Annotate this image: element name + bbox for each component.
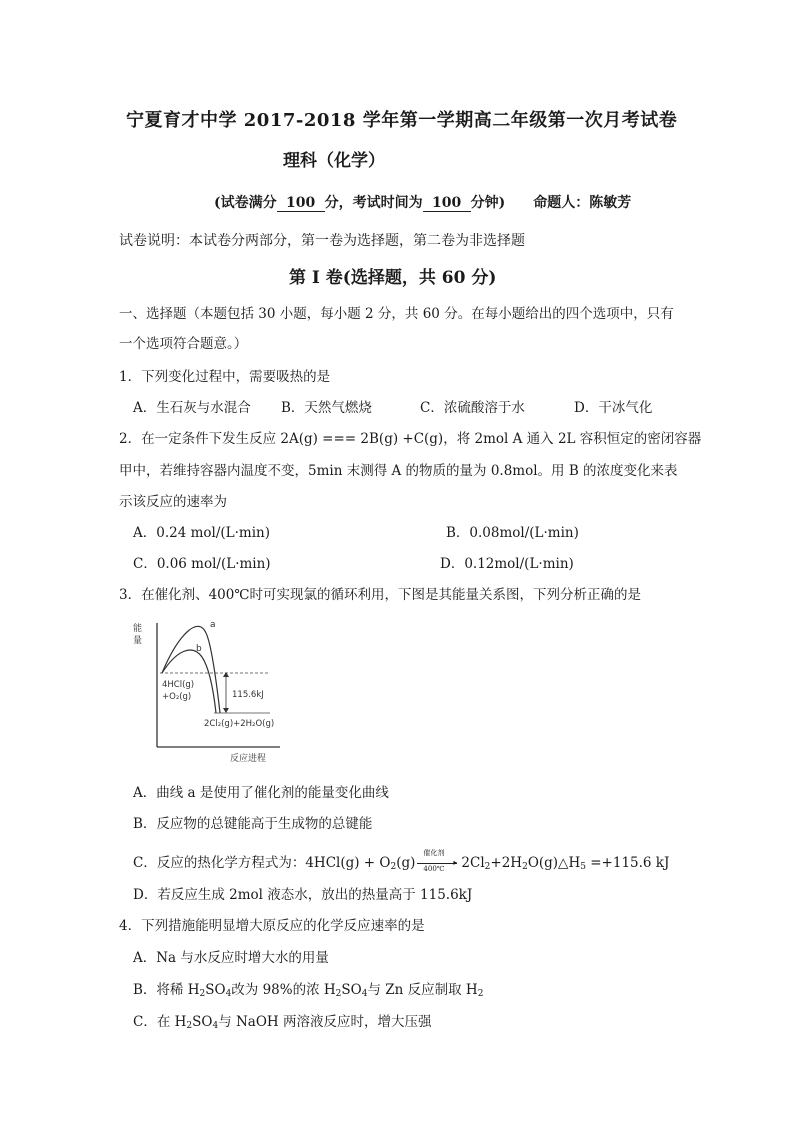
- q2-stem-line2: 甲中，若维持容器内温度不变，5min 末测得 A 的物质的量为 0.8mol。用 B 的浓度变化来表: [119, 463, 678, 479]
- q1-option-d: D．干冰气化: [574, 400, 653, 416]
- q2-option-a: A．0.24 mol/(L·min): [133, 525, 270, 541]
- q1-option-c: C．浓硫酸溶于水: [420, 400, 525, 416]
- info-open: (试卷满分: [214, 195, 277, 211]
- q3-option-c: C．反应的热化学方程式为：$4HCl(g) + O_2(g)$ 催化剂 ▸ 400℃ $2Cl_2+2H_2O(g)\triangle H_5 =+115.6$ kJ: [133, 848, 670, 873]
- q1-option-a: A．生石灰与水混合: [133, 400, 251, 416]
- q2-option-d: D．0.12mol/(L·min): [440, 556, 574, 572]
- product-label: 2Cl₂(g)+2H₂O(g): [204, 719, 275, 729]
- reactant-label-1: 4HCl(g): [162, 680, 195, 690]
- exam-title: 宁夏育才中学 2017-2018 学年第一学期高二年级第一次月考试卷: [126, 110, 678, 131]
- exam-subtitle: 理科（化学）: [283, 151, 385, 171]
- q3-stem: 3．在催化剂、400℃时可实现氯的循环利用，下图是其能量关系图，下列分析正确的是: [119, 587, 641, 603]
- q1-option-b: B．天然气燃烧: [281, 400, 372, 416]
- q2-option-c: C．0.06 mol/(L·min): [133, 556, 271, 572]
- author: 命题人：陈敏芳: [533, 195, 632, 211]
- delta-label: 115.6kJ: [232, 690, 264, 700]
- catalyst-arrow: 催化剂 ▸ 400℃: [415, 857, 461, 871]
- q2-stem-line3: 示该反应的速率为: [119, 494, 227, 510]
- y-axis-label-1: 能: [133, 624, 143, 634]
- section-intro-line2: 一个选项符合题意。）: [119, 336, 248, 352]
- exam-time: 100: [423, 195, 471, 212]
- q4-option-a: A．Na 与水反应时增大水的用量: [133, 950, 329, 966]
- q2-option-b: B．0.08mol/(L·min): [446, 525, 579, 541]
- q4-option-b: B．将稀 $H_2SO_4$改为 98%的浓 $H_2SO_4$与 Zn 反应制取 $H_2$: [133, 982, 484, 999]
- q4-option-c: C．在 $H_2SO_4$与 NaOH 两溶液反应时，增大压强: [133, 1014, 432, 1031]
- exam-info: [214, 192, 631, 212]
- info-end: 分钟): [470, 195, 506, 211]
- full-score: 100: [277, 195, 325, 212]
- energy-diagram: [130, 615, 300, 765]
- y-axis-label-2: 量: [133, 636, 143, 646]
- curve-b-label: b: [196, 644, 202, 654]
- section-title: 第 I 卷(选择题，共 60 分): [289, 268, 497, 288]
- q3-option-d: D．若反应生成 2mol 液态水，放出的热量高于 115.6kJ: [133, 887, 473, 903]
- info-mid: 分，考试时间为: [324, 195, 423, 211]
- curve-a-label: a: [210, 620, 216, 630]
- reactant-label-2: +O₂(g): [162, 692, 192, 702]
- q3-option-a: A．曲线 a 是使用了催化剂的能量变化曲线: [133, 785, 389, 801]
- x-axis-label: 反应进程: [230, 754, 267, 764]
- q2-stem-line1: 2．在一定条件下发生反应 2A(g) === 2B(g) +C(g)，将 2mol A 通入 2L 容积恒定的密闭容器: [119, 431, 702, 447]
- q3-option-b: B．反应物的总键能高于生成物的总键能: [133, 816, 373, 832]
- q4-stem: 4．下列措施能明显增大原反应的化学反应速率的是: [119, 918, 425, 934]
- q1-stem: 1．下列变化过程中，需要吸热的是: [119, 369, 331, 385]
- exam-note: 试卷说明：本试卷分两部分，第一卷为选择题，第二卷为非选择题: [119, 233, 525, 249]
- section-intro-line1: 一、选择题（本题包括 30 小题，每小题 2 分，共 60 分。在每小题给出的四个选项中，只有: [119, 306, 674, 322]
